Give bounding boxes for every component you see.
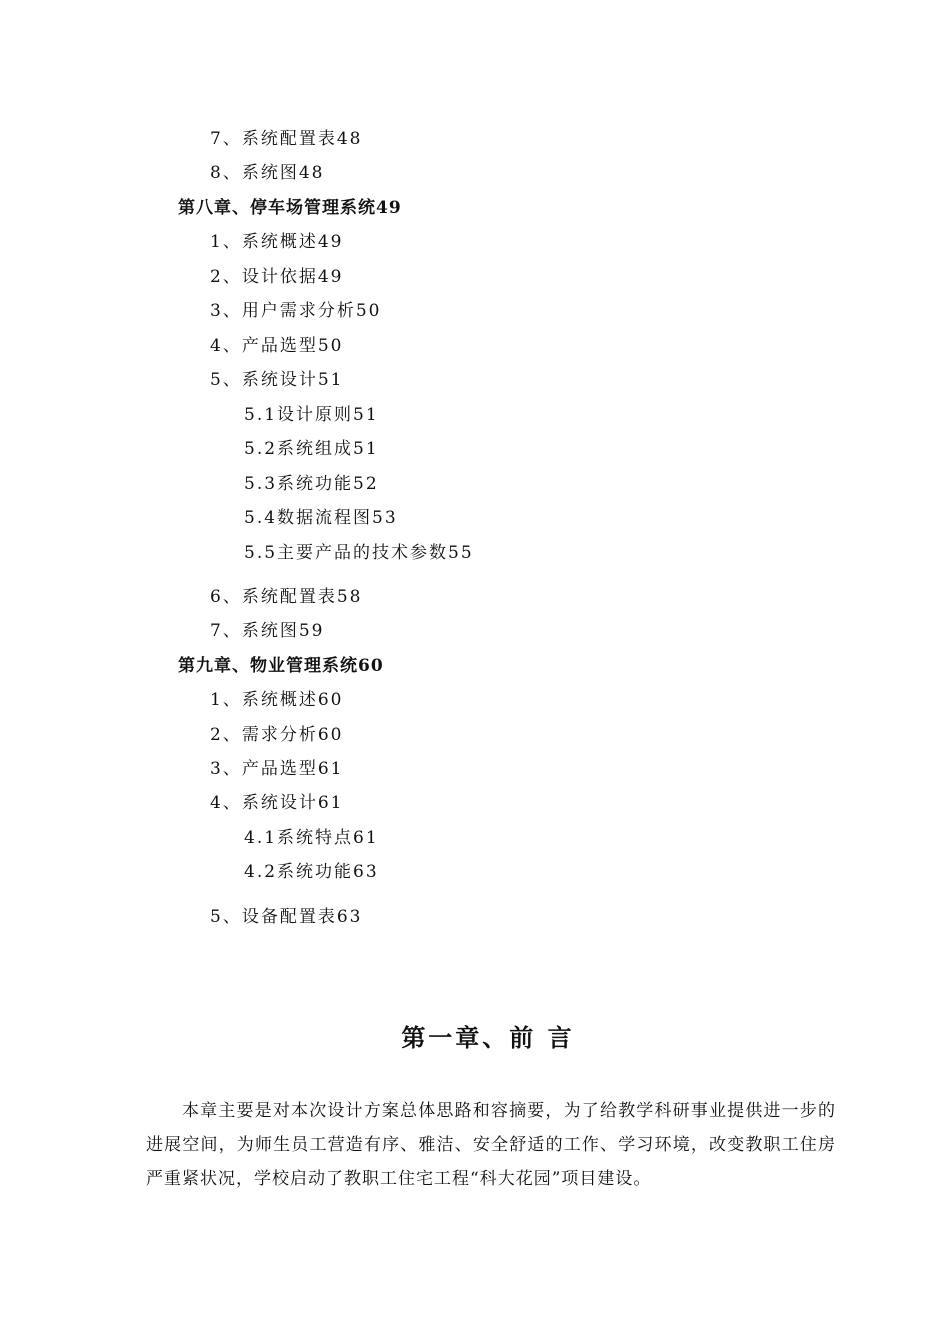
toc-chapter-entry: 第八章、停车场管理系统49 <box>178 198 402 218</box>
toc-subentry: 4.1系统特点61 <box>244 828 379 848</box>
toc-subentry: 4.2系统功能63 <box>244 862 379 882</box>
toc-entry: 6、系统配置表58 <box>210 587 363 607</box>
toc-chapter-entry: 第九章、物业管理系统60 <box>178 656 384 676</box>
toc-entry: 1、系统概述60 <box>210 690 344 710</box>
toc-subentry: 5.1设计原则51 <box>244 405 379 425</box>
toc-entry: 4、产品选型50 <box>210 336 344 356</box>
toc-entry: 1、系统概述49 <box>210 232 344 252</box>
toc-entry: 7、系统配置表48 <box>210 129 363 149</box>
toc-entry: 5、设备配置表63 <box>210 907 363 927</box>
chapter-heading: 第一章、前 言 <box>401 1023 575 1052</box>
toc-entry: 3、产品选型61 <box>210 759 344 779</box>
chapter-paragraph: 本章主要是对本次设计方案总体思路和容摘要，为了给教学科研事业提供进一步的进展空间，为师生员工营造有序、雅洁、安全舒适的工作、学习环境，改变教职工住房严重紧状况，学校启动了教职工住宅工程“科大花园”项目建设。 <box>146 1101 836 1189</box>
toc-entry: 2、需求分析60 <box>210 725 344 745</box>
toc-entry: 8、系统图48 <box>210 163 325 183</box>
toc-subentry: 5.3系统功能52 <box>244 474 379 494</box>
toc-entry: 7、系统图59 <box>210 621 325 641</box>
toc-entry: 5、系统设计51 <box>210 370 344 390</box>
toc-entry: 2、设计依据49 <box>210 267 344 287</box>
toc-entry: 4、系统设计61 <box>210 793 344 813</box>
toc-entry: 3、用户需求分析50 <box>210 301 382 321</box>
toc-subentry: 5.5主要产品的技术参数55 <box>244 543 474 563</box>
toc-subentry: 5.2系统组成51 <box>244 439 379 459</box>
toc-subentry: 5.4数据流程图53 <box>244 508 398 528</box>
